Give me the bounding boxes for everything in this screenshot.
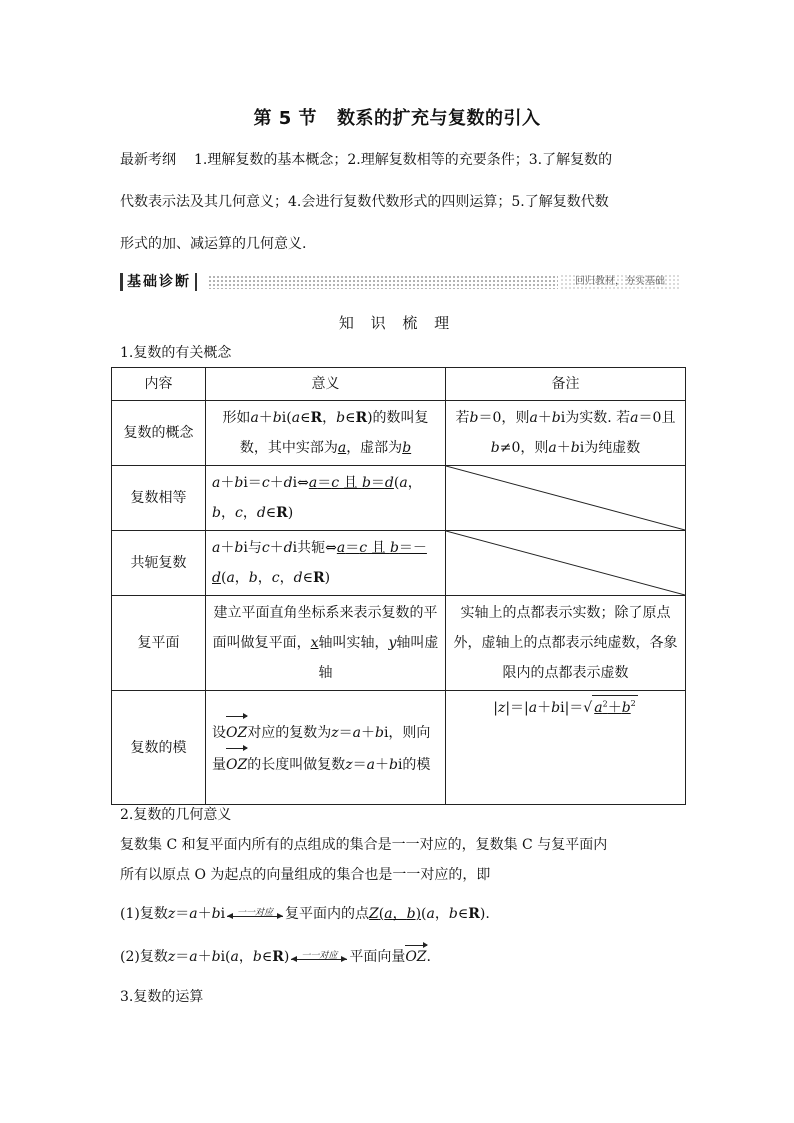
bidirectional-arrow-icon <box>291 950 347 964</box>
table-row <box>112 691 686 805</box>
item2-prefix: (2)复数 <box>120 949 168 965</box>
table-header-row <box>112 368 686 401</box>
row-name: 复平面 <box>112 596 206 691</box>
banner-tag: 基础诊断 <box>120 273 197 291</box>
row-name: 复数的概念 <box>112 401 206 466</box>
row-note: 若b＝0，则a＋bi为实数. 若a＝0且b≠0，则a＋bi为纯虚数 <box>446 401 686 466</box>
outline-line-1 <box>120 150 680 170</box>
row-name: 复数的模 <box>112 691 206 805</box>
table-row <box>112 466 686 531</box>
row-note: |z|＝|a＋bi|＝√ $a^2+b^2$ <box>446 691 686 805</box>
concept-table <box>111 367 686 805</box>
row-note-empty <box>446 466 686 531</box>
row-meaning: 设OZ对应的复数为z＝a＋bi，则向量OZ的长度叫做复数z＝a＋bi的模 <box>206 691 446 805</box>
section-heading-1: 1.复数的有关概念 <box>120 345 232 361</box>
item2-mid: 平面向量 <box>349 949 406 965</box>
row-meaning: a＋bi与c＋di共轭⇔a＝c 且 b＝－d(a，b，c，d∈R) <box>206 531 446 596</box>
section-heading-2: 2.复数的几何意义 <box>120 807 232 823</box>
table-header: 备注 <box>446 368 686 401</box>
item-2: (2)复数z＝a＋bi(a，b∈R) 一一对应 平面向量OZ. <box>120 945 680 967</box>
para2-line2: 所有以原点 O 为起点的向量组成的集合也是一一对应的，即 <box>120 867 491 883</box>
item1-prefix: (1)复数 <box>120 906 168 922</box>
subheading: 知 识 梳 理 <box>338 314 456 332</box>
outline-label: 最新考纲 <box>120 152 176 168</box>
section-number: 第 5 节 <box>253 108 318 129</box>
row-name: 共轭复数 <box>112 531 206 596</box>
row-meaning: 形如a＋bi(a∈R，b∈R)的数叫复数，其中实部为a，虚部为b <box>206 401 446 466</box>
page-title <box>0 104 794 130</box>
banner-tagline: 回归教材，夯实基础 <box>560 274 680 290</box>
item-1: (1)复数z＝a＋bi 一一对应 复平面内的点Z(a，b)(a，b∈R). <box>120 904 680 924</box>
row-note-empty <box>446 531 686 596</box>
row-meaning: 建立平面直角坐标系来表示复数的平面叫做复平面，x轴叫实轴，y轴叫虚轴 <box>206 596 446 691</box>
table-header: 内容 <box>112 368 206 401</box>
section-heading-3: 3.复数的运算 <box>120 989 204 1005</box>
para2-line1: 复数集 C 和复平面内所有的点组成的集合是一一对应的，复数集 C 与复平面内 <box>120 837 608 853</box>
table-row <box>112 401 686 466</box>
outline-line-3: 形式的加、减运算的几何意义. <box>120 236 307 252</box>
section-banner <box>120 271 680 295</box>
diagonal-line <box>446 531 685 595</box>
diagonal-line <box>446 466 685 530</box>
row-meaning: a＋bi＝c＋di⇔a＝c 且 b＝d(a，b，c，d∈R) <box>206 466 446 531</box>
table-row <box>112 531 686 596</box>
row-note: 实轴上的点都表示实数；除了原点外，虚轴上的点都表示纯虚数，各象限内的点都表示虚数 <box>446 596 686 691</box>
outline-text-1: 1.理解复数的基本概念；2.理解复数相等的充要条件；3.了解复数的 <box>194 152 613 168</box>
table-header: 意义 <box>206 368 446 401</box>
section-topic: 数系的扩充与复数的引入 <box>337 108 541 129</box>
banner-dots <box>208 275 558 289</box>
arrow-label: 一一对应 <box>237 908 274 918</box>
table-row <box>112 596 686 691</box>
item1-mid: 复平面内的点 <box>285 906 370 922</box>
arrow-label: 一一对应 <box>301 951 338 961</box>
outline-line-2: 代数表示法及其几何意义；4.会进行复数代数形式的四则运算；5.了解复数代数 <box>120 194 609 210</box>
bidirectional-arrow-icon <box>227 907 283 921</box>
row-name: 复数相等 <box>112 466 206 531</box>
